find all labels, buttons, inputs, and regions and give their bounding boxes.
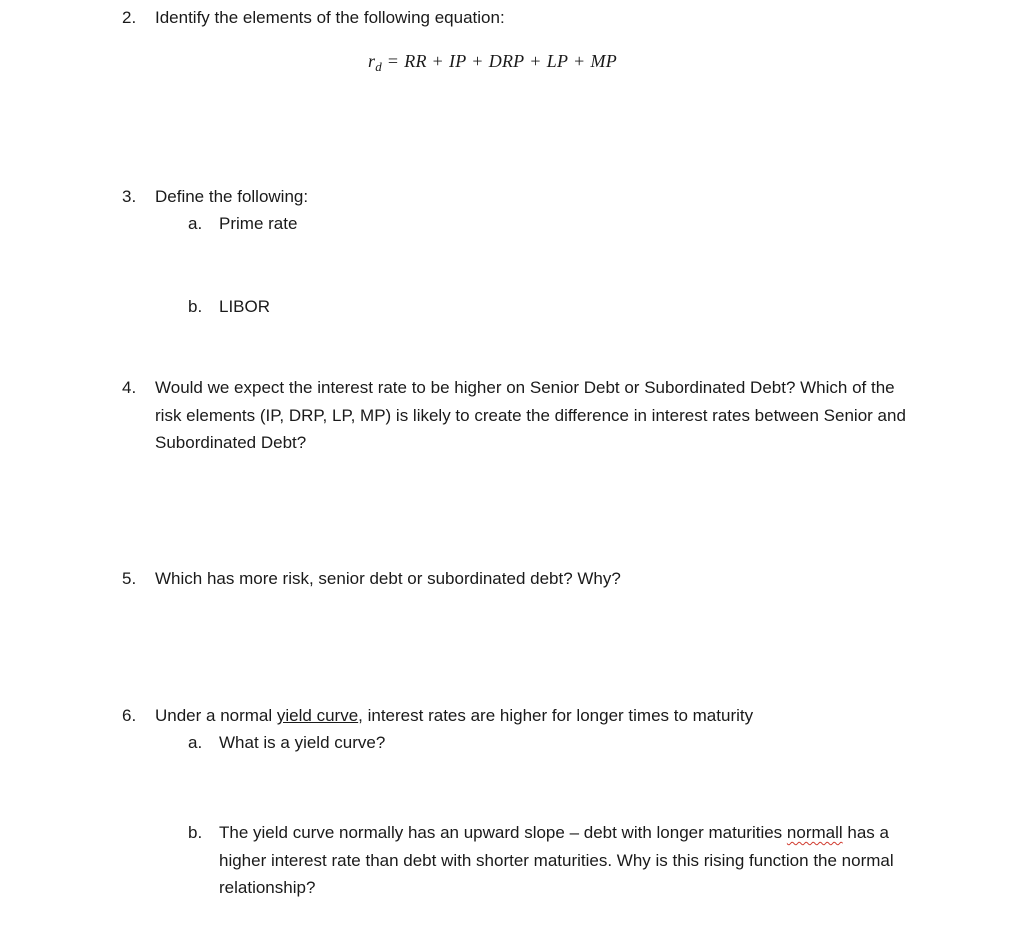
yield-curve-term: yield curve	[276, 706, 359, 725]
question-2-text: Identify the elements of the following equation:	[155, 8, 505, 27]
equation-term-ip: IP	[449, 51, 467, 71]
question-3-number: 3.	[122, 187, 137, 206]
equation-lhs-subscript: d	[375, 59, 382, 74]
question-5-text: Which has more risk, senior debt or subordinated debt? Why?	[155, 569, 621, 588]
question-6b-letter: b.	[188, 823, 203, 842]
question-3a-letter: a.	[188, 214, 203, 233]
question-6a-letter: a.	[188, 733, 203, 752]
question-6b-text-before: The yield curve normally has an upward slope – debt with longer maturities	[219, 823, 787, 842]
question-4-text: Would we expect the interest rate to be higher on Senior Debt or Subordinated Debt? Which of the risk elements (IP, DRP, LP, MP) is likely to create the difference in interest rates between Senior and Subordinated Debt?	[155, 378, 906, 452]
question-3a-text: Prime rate	[219, 214, 298, 233]
question-3b-letter: b.	[188, 297, 203, 316]
equation-plus: +	[530, 51, 541, 71]
question-6-number: 6.	[122, 706, 137, 725]
equation-term-rr: RR	[404, 51, 427, 71]
question-3b-text: LIBOR	[219, 297, 271, 316]
equation-equals: =	[387, 51, 399, 71]
equation-term-lp: LP	[546, 51, 569, 71]
question-6-text-before: Under a normal	[155, 706, 277, 725]
question-6b-text	[219, 819, 919, 902]
equation-plus: +	[472, 51, 483, 71]
equation-lhs-var: r	[368, 51, 376, 71]
equation-plus: +	[432, 51, 444, 71]
question-6-text-after: , interest rates are higher for longer times to maturity	[358, 706, 754, 725]
equation-plus: +	[574, 51, 585, 71]
question-3-text: Define the following:	[155, 187, 309, 206]
misspelled-word[interactable]: normall	[786, 823, 843, 842]
question-4-number: 4.	[122, 378, 137, 397]
question-5-number: 5.	[122, 569, 137, 588]
equation-term-mp: MP	[590, 51, 617, 71]
equation	[368, 51, 617, 72]
question-2-number: 2.	[122, 8, 137, 27]
question-6b-text-after: has a higher interest rate than debt with shorter maturities. Why is this rising function the normal relationship?	[219, 823, 894, 897]
equation-term-drp: DRP	[488, 51, 525, 71]
question-6-text	[155, 706, 753, 726]
question-6a-text: What is a yield curve?	[219, 733, 386, 752]
